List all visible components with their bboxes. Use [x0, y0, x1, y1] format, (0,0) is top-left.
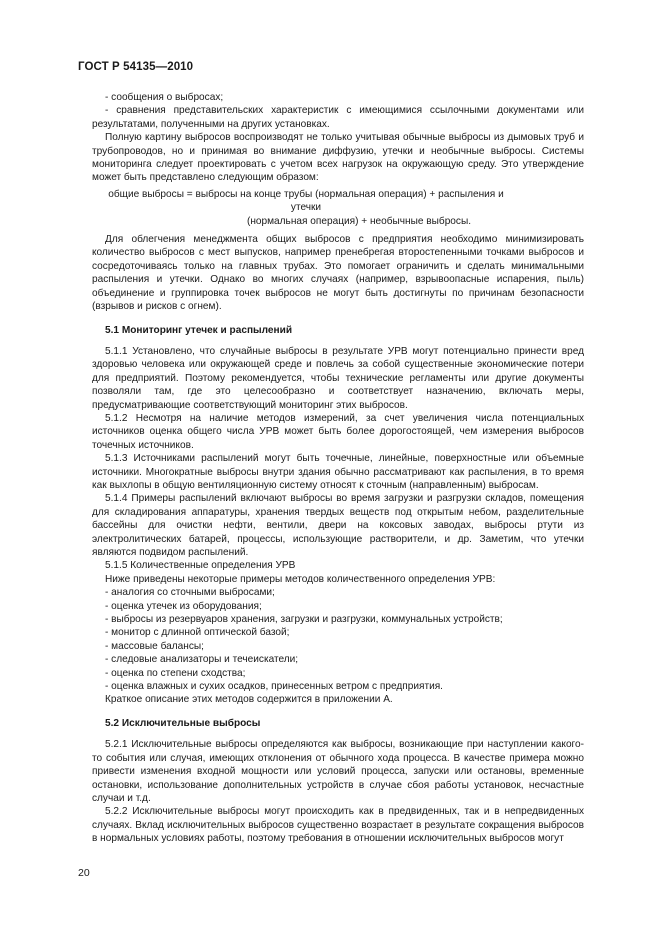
- paragraph: Для облегчения менеджмента общих выбросов с предприятия необходимо минимизировать количество выбросов с мест выпусков, например пренебрегая второстепенными точками выбросов и сосредоточиваясь только на главных трубах. Это помогает ограничить и сделать минимальными распыления и утечки. Однако во многих случаях (например, взрывоопасные испарения, пыль) объединение и группировка точек выбросов не могут быть достигнуты по причинам безопасности (взрывов и рисков с огнем).: [92, 234, 584, 313]
- methods-list: [92, 586, 584, 693]
- clause-5-2-1: 5.2.1 Исключительные выбросы определяются как выбросы, возникающие при наступлении какого-то события или случая, имеющих отклонения от обычного хода процесса. В качестве примера можно привести изменения входной мощности или условий процесса, запуски или остановы, временные остановки, использование дополнительных устройств в случае сбоя работы установок, несчастные случаи и т.д.: [92, 739, 584, 804]
- clause-5-1-3: 5.1.3 Источниками распылений могут быть точечные, линейные, поверхностные или объемные источники. Многократные выбросы внутри здания обычно рассматривают как распыления, в то время как выхлопы в общую вентиляционную систему относят к сточным (направленным) выбросам.: [92, 453, 584, 491]
- clause-5-1-5-outro: Краткое описание этих методов содержится в приложении А.: [105, 694, 393, 706]
- list-item: - аналогия со сточными выбросами;: [105, 587, 275, 599]
- list-item: - массовые балансы;: [105, 640, 204, 652]
- paragraph: Полную картину выбросов воспроизводят не только учитывая обычные выбросы из дымовых труб и трубопроводов, но и принимая во внимание диффузию, утечки и необычные выбросы. Системы мониторинга следует проектировать с учетом всех нагрузок на окружающую среду. Это утверждение может быть представлено следующим образом:: [92, 132, 584, 184]
- list-item: - следовые анализаторы и течеискатели;: [105, 654, 299, 666]
- formula-line: общие выбросы = выбросы на конце трубы (нормальная операция) + распыления и утечки: [108, 188, 504, 214]
- section-heading: 5.2 Исключительные выбросы: [105, 717, 261, 729]
- intro-list-item: - сообщения о выбросах;: [105, 92, 224, 103]
- intro-list-item: - сравнения представительских характеристик с имеющимися ссылочными документами или результатами, полученными на других установках.: [92, 105, 584, 130]
- document-body: [92, 91, 584, 846]
- page-number: 20: [78, 867, 90, 879]
- clause-5-1-5-intro: Ниже приведены некоторые примеры методов количественного определения УРВ:: [105, 573, 496, 585]
- list-item: - монитор с длинной оптической базой;: [105, 627, 290, 639]
- section-heading: 5.1 Мониторинг утечек и распылений: [105, 324, 293, 336]
- list-item: - оценка по степени сходства;: [105, 667, 246, 679]
- list-item: - выбросы из резервуаров хранения, загрузки и разгрузки, коммунальных устройств;: [105, 614, 503, 626]
- total-emissions-formula: [92, 188, 584, 228]
- clause-5-1-1: 5.1.1 Установлено, что случайные выбросы в результате УРВ могут потенциально принести вред здоровью человека или окружающей среде и повлечь за собой существенные экономические потери для предприятий. Поэтому рекомендуется, чтобы технические регламенты или другие документы позволяли там, где это целесообразно и соответствует назначению, включать меры, предусматривающие соответствующий мониторинг этих выбросов.: [92, 345, 584, 411]
- clause-5-1-2: 5.1.2 Несмотря на наличие методов измерений, за счет увеличения числа потенциальных источников оценка общего числа УРВ может быть более дорогостоящей, чем измерения выбросов точечных источников.: [92, 412, 584, 451]
- formula-line: (нормальная операция) + необычные выбросы.: [246, 215, 472, 227]
- clause-5-1-4: 5.1.4 Примеры распылений включают выбросы во время загрузки и разгрузки складов, помещения для складирования аппаратуры, хранения твердых веществ под открытым небом, разделительные бассейны для очистки нефти, вентили, двери на коксовых заводах, выбросы ртути из электролитических батарей, процессы, использующие растворители, и др. Заметим, что утечки являются подвидом распылений.: [92, 493, 584, 558]
- clause-5-1-5-title: 5.1.5 Количественные определения УРВ: [105, 560, 296, 572]
- clause-5-2-2: 5.2.2 Исключительные выбросы могут происходить как в предвиденных, так и в непредвиденных случаях. Вклад исключительных выбросов существенно возрастает в результате сокращения выбросов в нормальных условиях работы, поэтому требования в отношении исключительных выбросов могут: [92, 806, 584, 845]
- list-item: - оценка влажных и сухих осадков, принесенных ветром с предприятия.: [105, 681, 443, 693]
- list-item: - оценка утечек из оборудования;: [105, 600, 262, 612]
- document-header: ГОСТ Р 54135—2010: [78, 61, 194, 73]
